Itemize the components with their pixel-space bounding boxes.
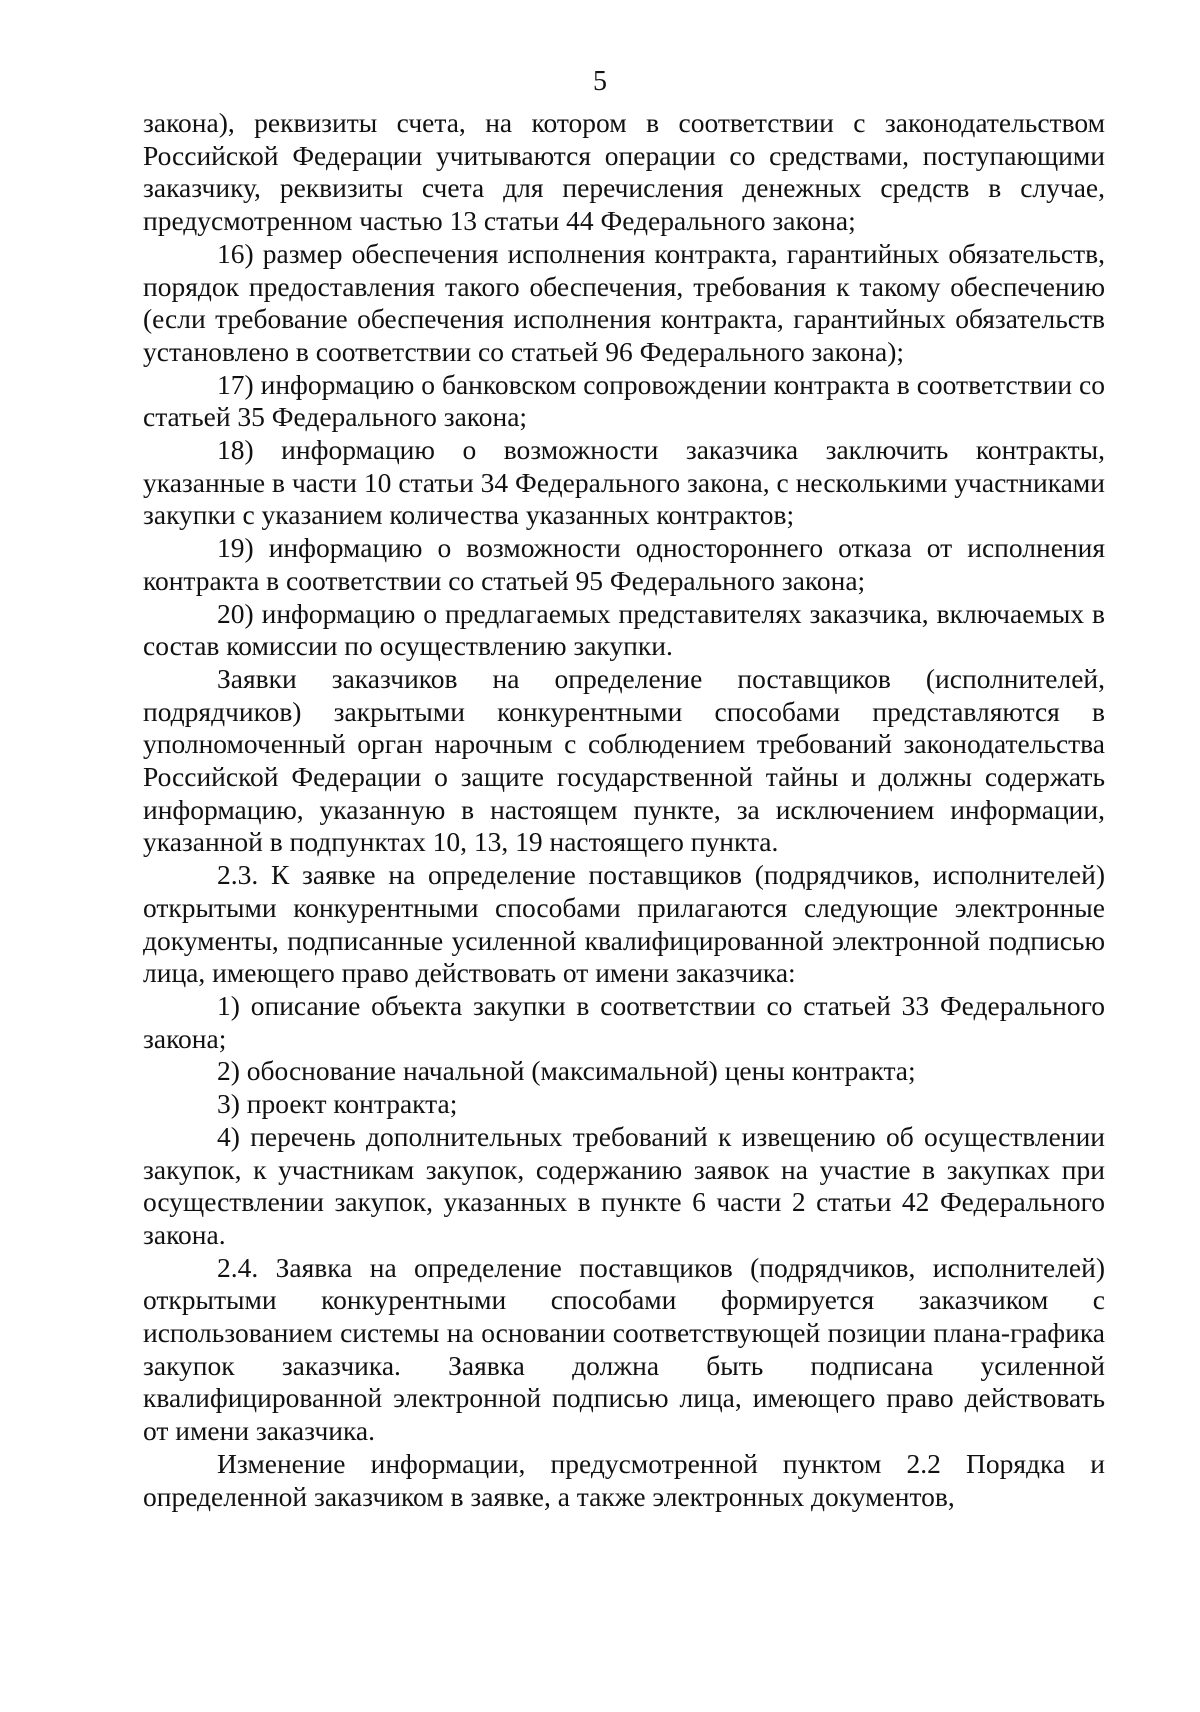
- paragraph-section-2-3: 2.3. К заявке на определение поставщиков (подрядчиков, исполнителей) открытыми конкурентными способами прилагаются следующие электронные документы, подписанные усиленной квалифицированной электронной подписью лица, имеющего право действовать от имени заказчика:: [143, 859, 1105, 989]
- paragraph-item-16: 16) размер обеспечения исполнения контракта, гарантийных обязательств, порядок предоставления такого обеспечения, требования к такому обеспечению (если требование обеспечения исполнения контракта, гарантийных обязательств установлено в соответствии со статьей 96 Федерального закона);: [143, 237, 1105, 367]
- document-body: [143, 107, 1105, 1513]
- paragraph-list-item-2: 2) обоснование начальной (максимальной) цены контракта;: [217, 1055, 916, 1087]
- paragraph-item-17: 17) информацию о банковском сопровождении контракта в соответствии со статьей 35 Федерального закона;: [143, 368, 1105, 433]
- paragraph-changes: Изменение информации, предусмотренной пунктом 2.2 Порядка и определенной заказчиком в заявке, а также электронных документов,: [143, 1447, 1105, 1512]
- paragraph-list-item-4: 4) перечень дополнительных требований к извещению об осуществлении закупок, к участникам закупок, содержанию заявок на участие в закупках при осуществлении закупок, указанных в пункте 6 части 2 статьи 42 Федерального закона.: [143, 1120, 1105, 1250]
- paragraph-item-20: 20) информацию о предлагаемых представителях заказчика, включаемых в состав комиссии по осуществлению закупки.: [143, 597, 1105, 662]
- paragraph-list-item-1: 1) описание объекта закупки в соответствии со статьей 33 Федерального закона;: [143, 989, 1105, 1054]
- paragraph-list-item-3: 3) проект контракта;: [217, 1088, 458, 1120]
- paragraph-continuation: закона), реквизиты счета, на котором в соответствии с законодательством Российской Федерации учитываются операции со средствами, поступающими заказчику, реквизиты счета для перечисления денежных средств в случае, предусмотренном частью 13 статьи 44 Федерального закона;: [143, 107, 1105, 237]
- paragraph-closed-applications: Заявки заказчиков на определение поставщиков (исполнителей, подрядчиков) закрытыми конкурентными способами представляются в уполномоченный орган нарочным с соблюдением требований законодательства Российской Федерации о защите государственной тайны и должны содержать информацию, указанную в настоящем пункте, за исключением информации, указанной в подпунктах 10, 13, 19 настоящего пункта.: [143, 662, 1105, 858]
- paragraph-item-19: 19) информацию о возможности одностороннего отказа от исполнения контракта в соответствии со статьей 95 Федерального закона;: [143, 532, 1105, 596]
- paragraph-item-18: 18) информацию о возможности заказчика заключить контракты, указанные в части 10 статьи 34 Федерального закона, с несколькими участниками закупки с указанием количества указанных контрактов;: [143, 434, 1105, 531]
- paragraph-section-2-4: 2.4. Заявка на определение поставщиков (подрядчиков, исполнителей) открытыми конкурентными способами формируется заказчиком с использованием системы на основании соответствующей позиции плана-графика закупок заказчика. Заявка должна быть подписана усиленной квалифицированной электронной подписью лица, имеющего право действовать от имени заказчика.: [143, 1251, 1105, 1447]
- page-number: 5: [593, 66, 607, 97]
